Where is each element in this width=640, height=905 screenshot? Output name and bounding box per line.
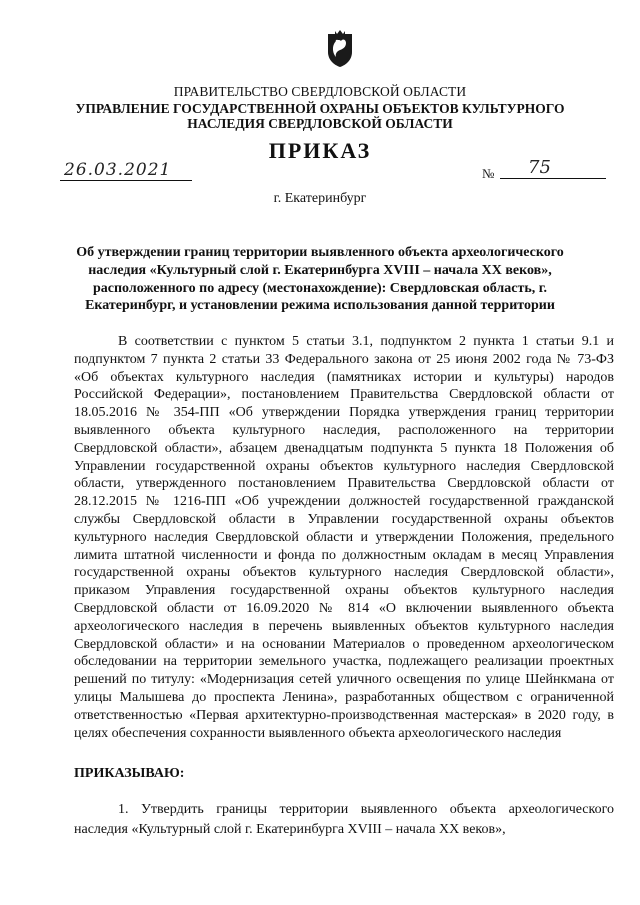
department-name: УПРАВЛЕНИЕ ГОСУДАРСТВЕННОЙ ОХРАНЫ ОБЪЕКТОВ КУЛЬТУРНОГО НАСЛЕДИЯ СВЕРДЛОВСКОЙ ОБЛАСТИ (75, 101, 565, 131)
government-name: ПРАВИТЕЛЬСТВО СВЕРДЛОВСКОЙ ОБЛАСТИ (173, 84, 467, 99)
preamble-paragraph: В соответствии с пунктом 5 статьи 3.1, подпунктом 2 пункта 1 статьи 9.1 и подпунктом 7 пункта 2 статьи 33 Федерального закона от 25 июня 2002 года № 73-ФЗ «Об объектах культурного наследия (памятниках истории и культуры) народов Российской Федерации», постановлением Правительства Свердловской области от 18.05.2016 № 354-ПП «Об утверждении Порядка утверждения границ территории выявленного объекта культурного наследия, расположенного на территории Свердловской области», абзацем двенадцатым подпункта 5 пункта 18 Положения об Управлении государственной охраны объектов культурного наследия Свердловской области, утвержденного постановлением Правительства Свердловской области от 28.12.2015 № 1216-ПП «Об учреждении должностей государственной гражданской службы Свердловской области в Управлении государственной охраны объектов культурного наследия Свердловской области и утверждении Положения, предельного лимита штатной численности и фонда по должностным окладам в месяц Управления государственной охраны объектов культурного наследия Свердловской области», приказом Управления государственной охраны объектов культурного наследия Свердловской области от 16.09.2020 № 814 «О включении выявленного объекта археологического наследия в перечень выявленных объектов культурного наследия Свердловской области» и на основании Материалов о проведенном археологическом обследовании на территории земельного участка, подлежащего реализации проектных решений по титулу: «Модернизация сетей уличного освещения по улице Шейнкмана от улицы Малышева до проспекта Ленина», разработанных обществом с ограниченной ответственностью «Первая архитектурно-производственная мастерская» в 2020 году, в целях обеспечения сохранности выявленного объекта археологического наследия (74, 334, 614, 741)
document-type: ПРИКАЗ (268, 138, 372, 163)
number-label: № (482, 166, 495, 181)
coat-of-arms-icon (325, 28, 355, 68)
order-item: 1. Утвердить границы территории выявленного объекта археологического наследия «Культурный слой г. Екатеринбурга XVIII – начала XX веков», (74, 802, 614, 837)
city: г. Екатеринбург (273, 191, 367, 206)
order-date: 26.03.2021 (64, 160, 172, 180)
number-underline (500, 158, 606, 179)
document-title: Об утверждении границ территории выявленного объекта археологического наследия «Культурный слой г. Екатеринбурга XVIII – начала XX веков», расположенного по адресу (местонахождение): Свердловская область, г. Екатеринбург, и установлении режима использования данной территории (76, 245, 564, 314)
order-number: 75 (528, 157, 551, 178)
order-heading: ПРИКАЗЫВАЮ: (74, 766, 185, 781)
